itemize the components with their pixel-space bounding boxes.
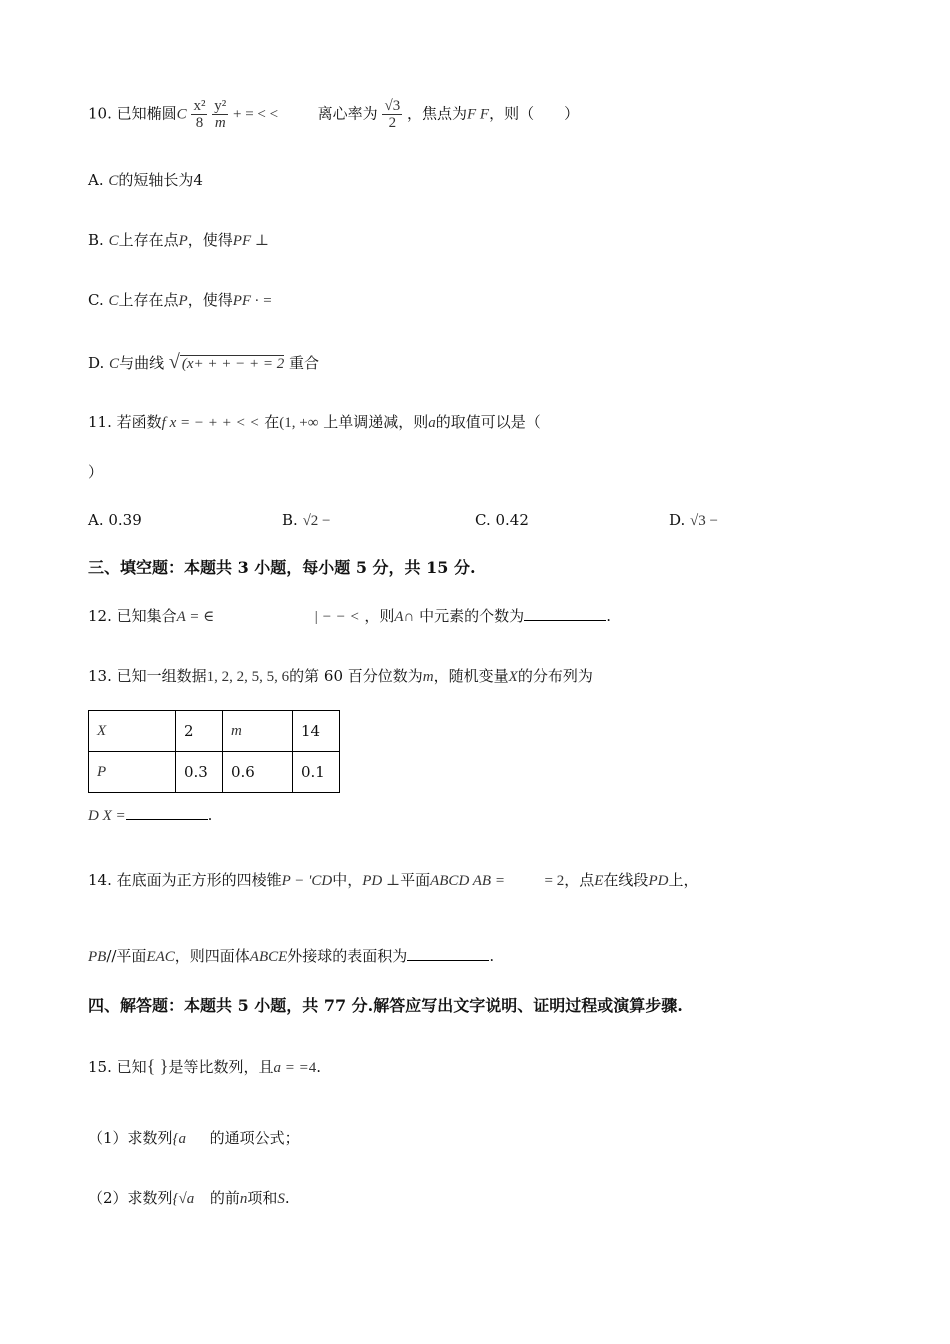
table-cell: 2 xyxy=(176,711,223,752)
table-cell: X xyxy=(89,711,176,752)
table-row xyxy=(89,711,340,752)
table-cell: 0.1 xyxy=(293,752,340,793)
table-row xyxy=(89,752,340,793)
q11-option-a: A. 0.39 xyxy=(88,511,142,529)
section4-title: 四、解答题：本题共 5 小题，共 77 分.解答应写出文字说明、证明过程或演算步骤. xyxy=(88,996,683,1015)
q10-option-a: A. C的短轴长为4 xyxy=(88,171,203,189)
q11-option-c: C. 0.42 xyxy=(475,511,529,529)
q13-stem: 13. 已知一组数据1, 2, 2, 5, 5, 6的第 60 百分位数为m，随机变量X的分布列为 xyxy=(88,667,593,685)
distribution-table xyxy=(88,710,340,793)
table-cell: m xyxy=(223,711,293,752)
q15-stem: 15. 已知{ }是等比数列，且a = =4. xyxy=(88,1056,321,1076)
q10-option-d: D. C与曲线 √ (x+ + + − + = 2 重合 xyxy=(88,351,320,373)
q12-stem: 12. 已知集合A = ∈ | − − < ，则A∩ 中元素的个数为 . xyxy=(88,607,611,625)
q10-option-b: B. C上存在点P，使得PF ⊥ xyxy=(88,231,269,249)
q10-ecc: $\frac{√3}{2}$ xyxy=(384,98,401,131)
q14-line2: PB//平面EAC，则四面体ABCE外接球的表面积为 . xyxy=(88,947,495,965)
q12-answer-blank xyxy=(524,606,606,621)
q11-stem: 11. 若函数f x = − + + < < 在(1, +∞ 上单调递减，则a的取值可以是（ xyxy=(88,413,541,431)
q10-frac-y: $\frac{\text{y²}}{m}$ xyxy=(214,98,227,131)
q10-stem: 10. 已知椭圆C $\frac{\text{x²}}{8}$ $\frac{\text{y²}}{m}$ + = < < 离心率为 $\frac{√3}{2}$ ，焦点为F F，则（ ） xyxy=(88,98,580,131)
section3-title: 三、填空题：本题共 3 小题，每小题 5 分，共 15 分. xyxy=(88,558,476,577)
table-cell: 14 xyxy=(293,711,340,752)
q10-option-c: C. C上存在点P，使得PF · = xyxy=(88,291,273,309)
table-cell: 0.6 xyxy=(223,752,293,793)
q15-part1: （1）求数列{a 的通项公式； xyxy=(88,1129,300,1147)
q14-answer-blank xyxy=(407,946,489,961)
q11-option-b: B. √2 − xyxy=(282,511,331,529)
table-cell: P xyxy=(89,752,176,793)
q14-stem: 14. 在底面为正方形的四棱锥P − 'CD中，PD ⊥平面ABCD AB = = 2，点E在线段PD上， xyxy=(88,871,699,889)
q15-part2: （2）求数列{√a 的前n项和S. xyxy=(88,1189,290,1207)
q11-stem-close: ） xyxy=(88,463,104,481)
q11-option-d: D. √3 − xyxy=(669,511,718,529)
q10-frac-x: $\frac{\text{x²}}{8}$ xyxy=(193,98,206,131)
table-cell: 0.3 xyxy=(176,752,223,793)
q13-variance: D X = . xyxy=(88,806,213,824)
q13-answer-blank xyxy=(126,805,208,820)
